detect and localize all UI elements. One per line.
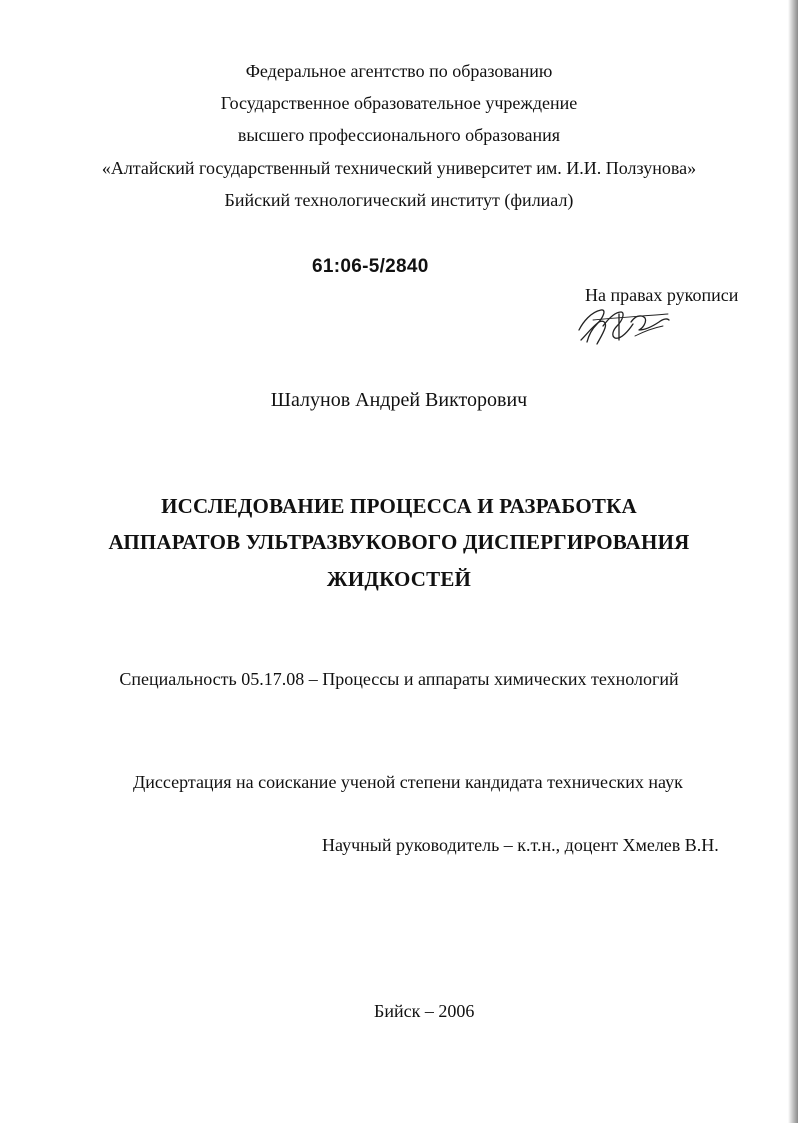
header-university: «Алтайский государственный технический университет им. И.И. Ползунова» bbox=[101, 158, 697, 178]
author-name: Шалунов Андрей Викторович bbox=[270, 389, 528, 411]
header-institute: Бийский технологический институт (филиал) bbox=[224, 190, 574, 210]
thesis-title-line-3: ЖИДКОСТЕЙ bbox=[326, 567, 472, 591]
scientific-advisor-text: Научный руководитель – к.т.н., доцент Хмелев В.Н. bbox=[322, 835, 719, 855]
header-agency: Федеральное агентство по образованию bbox=[245, 61, 553, 81]
specialty-text: Специальность 05.17.08 – Процессы и аппараты химических технологий bbox=[119, 669, 679, 689]
header-education-level: высшего профессионального образования bbox=[237, 125, 561, 145]
library-stamp-code: 61:06-5/2840 bbox=[312, 256, 429, 277]
thesis-title-line-2: АППАРАТОВ УЛЬТРАЗВУКОВОГО ДИСПЕРГИРОВАНИЯ bbox=[108, 530, 690, 554]
header-institution-type: Государственное образовательное учреждение bbox=[220, 93, 578, 113]
signature-icon bbox=[573, 300, 673, 350]
manuscript-rights-label: На правах рукописи bbox=[585, 285, 739, 305]
city-year: Бийск – 2006 bbox=[374, 1001, 475, 1021]
dissertation-degree-text: Диссертация на соискание ученой степени кандидата технических наук bbox=[133, 772, 683, 792]
thesis-title-line-1: ИССЛЕДОВАНИЕ ПРОЦЕССА И РАЗРАБОТКА bbox=[161, 494, 637, 518]
